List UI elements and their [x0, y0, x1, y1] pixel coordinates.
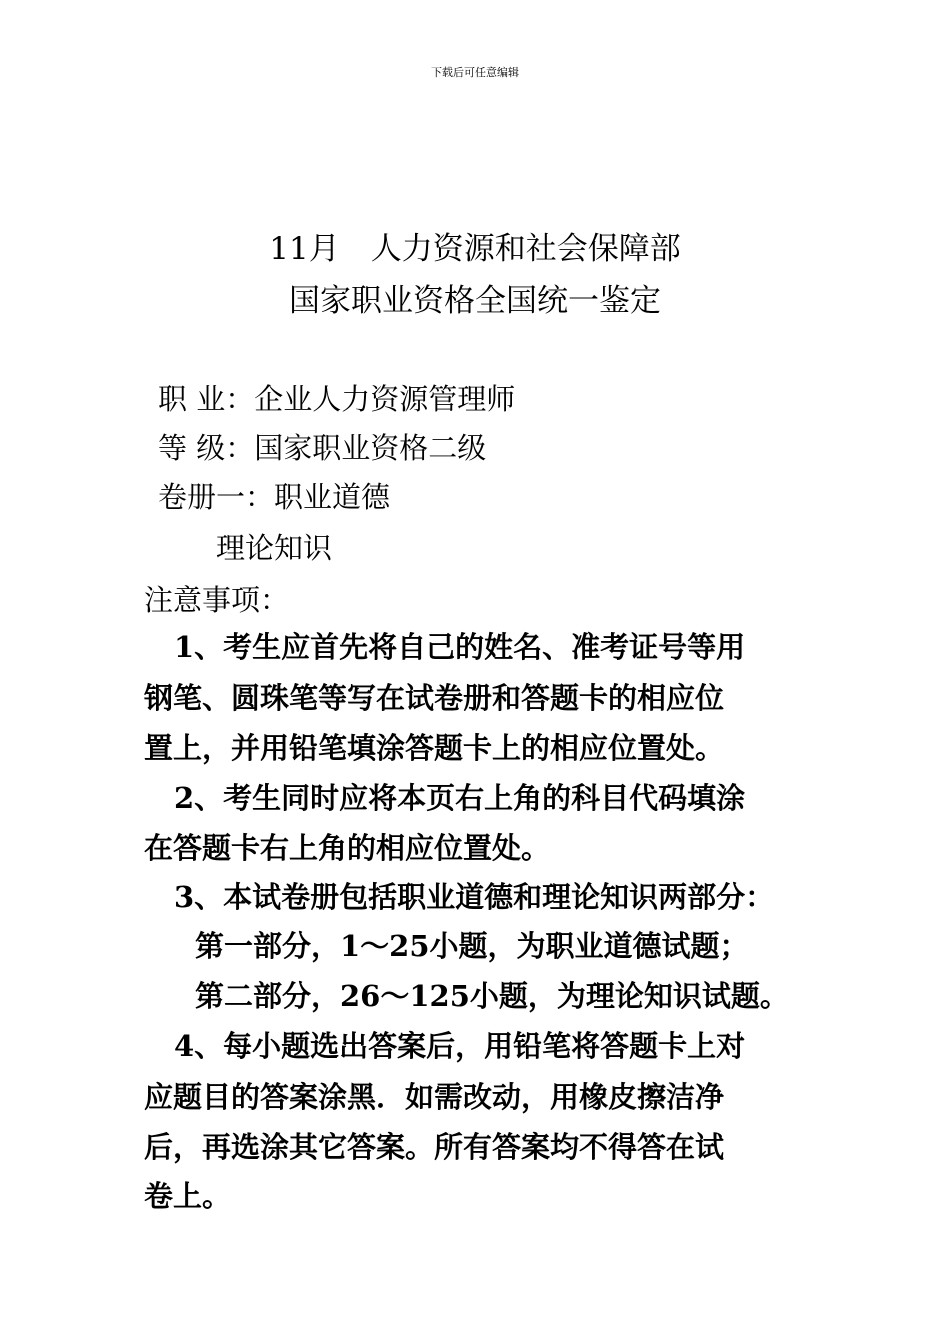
note-line: 4、每小题选出答案后，用铅笔将答题卡上对 — [174, 1029, 746, 1063]
volume-subtitle: 理论知识 — [216, 531, 333, 565]
note-line: 在答题卡右上角的相应位置处。 — [144, 831, 551, 865]
note-line: 1、考生应首先将自己的姓名、准考证号等用 — [174, 630, 746, 664]
title-line-1: 11月 人力资源和社会保障部 — [269, 231, 681, 267]
note-line: 第二部分，26～125小题，为理论知识试题。 — [195, 979, 789, 1013]
title-line-2: 国家职业资格全国统一鉴定 — [289, 283, 661, 319]
volume-line: 卷册一：职业道德 — [158, 480, 391, 514]
note-line: 2、考生同时应将本页右上角的科目代码填涂 — [174, 781, 746, 815]
notes-heading: 注意事项： — [144, 583, 290, 617]
note-line: 第一部分，1～25小题，为职业道德试题； — [195, 929, 749, 963]
note-line: 3、本试卷册包括职业道德和理论知识两部分： — [174, 880, 775, 914]
level-line: 等 级：国家职业资格二级 — [158, 431, 487, 465]
note-line: 后，再选涂其它答案。所有答案均不得答在试 — [144, 1130, 725, 1164]
note-line: 钢笔、圆珠笔等写在试卷册和答题卡的相应位 — [144, 681, 725, 715]
note-line: 置上，并用铅笔填涂答题卡上的相应位置处。 — [144, 731, 725, 765]
note-line: 应题目的答案涂黑．如需改动，用橡皮擦洁净 — [144, 1080, 725, 1114]
occupation-line: 职 业：企业人力资源管理师 — [158, 382, 516, 416]
note-line: 卷上。 — [144, 1179, 232, 1213]
page-header-note: 下载后可任意编辑 — [431, 66, 519, 79]
